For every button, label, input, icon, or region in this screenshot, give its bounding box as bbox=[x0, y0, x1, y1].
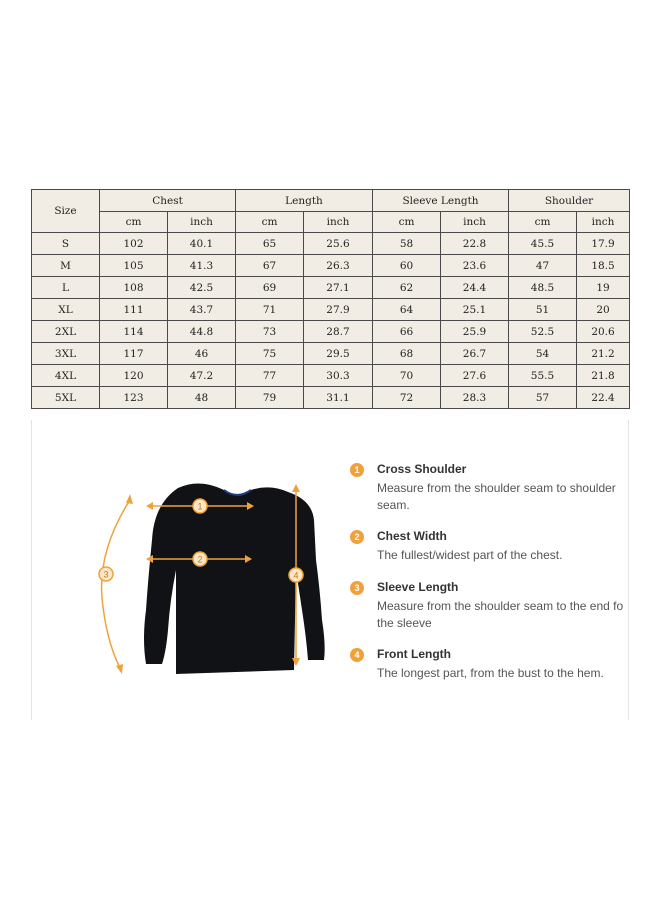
value-cell: 66 bbox=[373, 321, 441, 343]
value-cell: 60 bbox=[373, 255, 441, 277]
unit-inch: inch bbox=[168, 212, 236, 233]
table-row bbox=[32, 299, 630, 321]
unit-inch: inch bbox=[441, 212, 509, 233]
svg-text:1: 1 bbox=[197, 501, 203, 512]
value-cell: 43.7 bbox=[168, 299, 236, 321]
marker-1 bbox=[193, 499, 207, 513]
table-row bbox=[32, 255, 630, 277]
value-cell: 42.5 bbox=[168, 277, 236, 299]
size-cell: 3XL bbox=[32, 343, 100, 365]
marker-4 bbox=[289, 568, 303, 582]
size-cell: 5XL bbox=[32, 387, 100, 409]
instruction-description: The longest part, from the bust to the hem. bbox=[377, 666, 604, 680]
svg-text:3: 3 bbox=[103, 569, 109, 580]
value-cell: 73 bbox=[236, 321, 304, 343]
table-row bbox=[32, 277, 630, 299]
value-cell: 111 bbox=[100, 299, 168, 321]
value-cell: 67 bbox=[236, 255, 304, 277]
value-cell: 117 bbox=[100, 343, 168, 365]
unit-cm: cm bbox=[373, 212, 441, 233]
value-cell: 75 bbox=[236, 343, 304, 365]
unit-inch: inch bbox=[577, 212, 630, 233]
value-cell: 108 bbox=[100, 277, 168, 299]
value-cell: 25.6 bbox=[304, 233, 373, 255]
value-cell: 24.4 bbox=[441, 277, 509, 299]
table-row bbox=[32, 343, 630, 365]
value-cell: 65 bbox=[236, 233, 304, 255]
size-chart-table bbox=[31, 189, 630, 409]
header-row bbox=[32, 190, 630, 212]
value-cell: 44.8 bbox=[168, 321, 236, 343]
number-badge: 2 bbox=[350, 530, 364, 544]
value-cell: 22.8 bbox=[441, 233, 509, 255]
value-cell: 40.1 bbox=[168, 233, 236, 255]
value-cell: 27.1 bbox=[304, 277, 373, 299]
value-cell: 22.4 bbox=[577, 387, 630, 409]
value-cell: 68 bbox=[373, 343, 441, 365]
instruction-description: The fullest/widest part of the chest. bbox=[377, 548, 563, 562]
instruction-title: Sleeve Length bbox=[377, 580, 459, 594]
value-cell: 25.9 bbox=[441, 321, 509, 343]
value-cell: 79 bbox=[236, 387, 304, 409]
length-header: Length bbox=[236, 190, 373, 212]
value-cell: 25.1 bbox=[441, 299, 509, 321]
marker-3 bbox=[99, 567, 113, 581]
value-cell: 51 bbox=[509, 299, 577, 321]
instruction-description: Measure from the shoulder seam to shoulder seam. bbox=[377, 481, 616, 512]
unit-cm: cm bbox=[236, 212, 304, 233]
instruction-title: Front Length bbox=[377, 647, 451, 661]
table-row bbox=[32, 233, 630, 255]
value-cell: 28.7 bbox=[304, 321, 373, 343]
value-cell: 27.6 bbox=[441, 365, 509, 387]
value-cell: 31.1 bbox=[304, 387, 373, 409]
value-cell: 77 bbox=[236, 365, 304, 387]
instruction-description: Measure from the shoulder seam to the end fo the sleeve bbox=[377, 599, 624, 630]
value-cell: 57 bbox=[509, 387, 577, 409]
svg-text:4: 4 bbox=[293, 570, 299, 581]
value-cell: 26.7 bbox=[441, 343, 509, 365]
value-cell: 71 bbox=[236, 299, 304, 321]
value-cell: 28.3 bbox=[441, 387, 509, 409]
value-cell: 21.2 bbox=[577, 343, 630, 365]
table-row bbox=[32, 365, 630, 387]
size-cell: M bbox=[32, 255, 100, 277]
value-cell: 19 bbox=[577, 277, 630, 299]
unit-inch: inch bbox=[304, 212, 373, 233]
value-cell: 45.5 bbox=[509, 233, 577, 255]
value-cell: 120 bbox=[100, 365, 168, 387]
value-cell: 64 bbox=[373, 299, 441, 321]
marker-2 bbox=[193, 552, 207, 566]
size-cell: L bbox=[32, 277, 100, 299]
size-cell: S bbox=[32, 233, 100, 255]
value-cell: 54 bbox=[509, 343, 577, 365]
shoulder-header: Shoulder bbox=[509, 190, 630, 212]
value-cell: 48 bbox=[168, 387, 236, 409]
number-badge: 1 bbox=[350, 463, 364, 477]
number-badge: 3 bbox=[350, 581, 364, 595]
unit-cm: cm bbox=[509, 212, 577, 233]
size-header: Size bbox=[32, 190, 100, 233]
instruction-title: Cross Shoulder bbox=[377, 462, 467, 476]
value-cell: 69 bbox=[236, 277, 304, 299]
value-cell: 70 bbox=[373, 365, 441, 387]
table-row bbox=[32, 387, 630, 409]
value-cell: 41.3 bbox=[168, 255, 236, 277]
number-badge: 4 bbox=[350, 648, 364, 662]
sleeve-length-header: Sleeve Length bbox=[373, 190, 509, 212]
value-cell: 20 bbox=[577, 299, 630, 321]
value-cell: 62 bbox=[373, 277, 441, 299]
value-cell: 102 bbox=[100, 233, 168, 255]
size-cell: 2XL bbox=[32, 321, 100, 343]
value-cell: 123 bbox=[100, 387, 168, 409]
value-cell: 46 bbox=[168, 343, 236, 365]
size-cell: 4XL bbox=[32, 365, 100, 387]
value-cell: 58 bbox=[373, 233, 441, 255]
value-cell: 55.5 bbox=[509, 365, 577, 387]
value-cell: 23.6 bbox=[441, 255, 509, 277]
value-cell: 29.5 bbox=[304, 343, 373, 365]
value-cell: 72 bbox=[373, 387, 441, 409]
value-cell: 27.9 bbox=[304, 299, 373, 321]
value-cell: 47.2 bbox=[168, 365, 236, 387]
value-cell: 17.9 bbox=[577, 233, 630, 255]
unit-row bbox=[32, 212, 630, 233]
value-cell: 105 bbox=[100, 255, 168, 277]
unit-cm: cm bbox=[100, 212, 168, 233]
chest-header: Chest bbox=[100, 190, 236, 212]
value-cell: 48.5 bbox=[509, 277, 577, 299]
size-cell: XL bbox=[32, 299, 100, 321]
value-cell: 30.3 bbox=[304, 365, 373, 387]
value-cell: 26.3 bbox=[304, 255, 373, 277]
value-cell: 52.5 bbox=[509, 321, 577, 343]
svg-text:2: 2 bbox=[197, 554, 203, 565]
table-row bbox=[32, 321, 630, 343]
value-cell: 18.5 bbox=[577, 255, 630, 277]
value-cell: 47 bbox=[509, 255, 577, 277]
value-cell: 21.8 bbox=[577, 365, 630, 387]
value-cell: 20.6 bbox=[577, 321, 630, 343]
measurement-guide bbox=[30, 420, 630, 720]
instruction-title: Chest Width bbox=[377, 529, 447, 543]
value-cell: 114 bbox=[100, 321, 168, 343]
